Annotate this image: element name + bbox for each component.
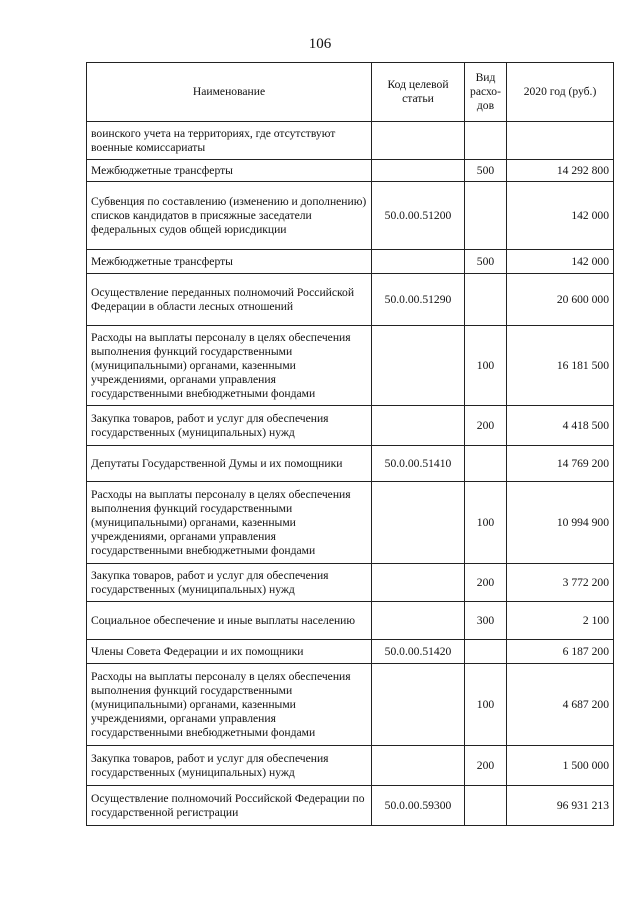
- row-name: Закупка товаров, работ и услуг для обеспечения государственных (муниципальных) нужд: [87, 746, 372, 786]
- header-kind: Вид расхо-дов: [465, 63, 507, 122]
- row-amount: 1 500 000: [507, 746, 614, 786]
- row-kind: 100: [465, 482, 507, 564]
- row-code: [372, 664, 465, 746]
- table-row: [87, 160, 614, 182]
- row-amount: 96 931 213: [507, 786, 614, 826]
- row-code: [372, 482, 465, 564]
- row-kind: [465, 786, 507, 826]
- row-name: Социальное обеспечение и иные выплаты населению: [87, 602, 372, 640]
- row-code: 50.0.00.59300: [372, 786, 465, 826]
- row-amount: [507, 122, 614, 160]
- row-code: 50.0.00.51200: [372, 182, 465, 250]
- table-row: [87, 182, 614, 250]
- row-amount: 2 100: [507, 602, 614, 640]
- row-kind: 200: [465, 564, 507, 602]
- row-name: Члены Совета Федерации и их помощники: [87, 640, 372, 664]
- row-amount: 142 000: [507, 182, 614, 250]
- row-name: Межбюджетные трансферты: [87, 160, 372, 182]
- row-name: Закупка товаров, работ и услуг для обеспечения государственных (муниципальных) нужд: [87, 406, 372, 446]
- row-amount: 3 772 200: [507, 564, 614, 602]
- row-kind: [465, 446, 507, 482]
- row-kind: 300: [465, 602, 507, 640]
- row-amount: 20 600 000: [507, 274, 614, 326]
- row-kind: 500: [465, 250, 507, 274]
- table-row: [87, 664, 614, 746]
- row-kind: 200: [465, 746, 507, 786]
- row-kind: 100: [465, 326, 507, 406]
- table-row: [87, 250, 614, 274]
- row-code: 50.0.00.51410: [372, 446, 465, 482]
- row-amount: 10 994 900: [507, 482, 614, 564]
- row-amount: 4 687 200: [507, 664, 614, 746]
- row-name: Осуществление переданных полномочий Российской Федерации в области лесных отношений: [87, 274, 372, 326]
- row-name: Расходы на выплаты персоналу в целях обеспечения выполнения функций государственными (муниципальными) органами, казенными учреждениями, органами управления государственными внебюджетными фондами: [87, 326, 372, 406]
- row-kind: [465, 640, 507, 664]
- row-name: Межбюджетные трансферты: [87, 250, 372, 274]
- row-amount: 6 187 200: [507, 640, 614, 664]
- table-row: [87, 602, 614, 640]
- row-kind: [465, 274, 507, 326]
- table-row: [87, 564, 614, 602]
- row-code: [372, 746, 465, 786]
- table-row: [87, 446, 614, 482]
- row-name: Закупка товаров, работ и услуг для обеспечения государственных (муниципальных) нужд: [87, 564, 372, 602]
- row-code: [372, 160, 465, 182]
- table-row: [87, 786, 614, 826]
- row-name: Осуществление полномочий Российской Федерации по государственной регистрации: [87, 786, 372, 826]
- page-number: 106: [308, 36, 332, 52]
- header-name: Наименование: [87, 63, 372, 122]
- row-code: [372, 326, 465, 406]
- row-amount: 4 418 500: [507, 406, 614, 446]
- row-name: Расходы на выплаты персоналу в целях обеспечения выполнения функций государственными (муниципальными) органами, казенными учреждениями, органами управления государственными внебюджетными фондами: [87, 664, 372, 746]
- row-amount: 14 769 200: [507, 446, 614, 482]
- row-kind: [465, 182, 507, 250]
- row-code: 50.0.00.51420: [372, 640, 465, 664]
- row-code: [372, 602, 465, 640]
- table-header-row: [87, 63, 614, 122]
- table-row: [87, 274, 614, 326]
- row-kind: 100: [465, 664, 507, 746]
- row-name: Субвенция по составлению (изменению и дополнению) списков кандидатов в присяжные заседатели федеральных судов общей юрисдикции: [87, 182, 372, 250]
- row-kind: 200: [465, 406, 507, 446]
- row-kind: 500: [465, 160, 507, 182]
- table-row: [87, 482, 614, 564]
- row-code: [372, 564, 465, 602]
- header-amount: 2020 год (руб.): [507, 63, 614, 122]
- table-row: [87, 746, 614, 786]
- table-row: [87, 122, 614, 160]
- header-code: Код целевой статьи: [372, 63, 465, 122]
- row-code: [372, 406, 465, 446]
- row-amount: 16 181 500: [507, 326, 614, 406]
- table-row: [87, 640, 614, 664]
- table-row: [87, 406, 614, 446]
- row-code: [372, 250, 465, 274]
- row-code: 50.0.00.51290: [372, 274, 465, 326]
- budget-table: [86, 62, 614, 826]
- row-code: [372, 122, 465, 160]
- row-amount: 142 000: [507, 250, 614, 274]
- row-kind: [465, 122, 507, 160]
- row-amount: 14 292 800: [507, 160, 614, 182]
- row-name: воинского учета на территориях, где отсутствуют военные комиссариаты: [87, 122, 372, 160]
- table-row: [87, 326, 614, 406]
- row-name: Депутаты Государственной Думы и их помощники: [87, 446, 372, 482]
- row-name: Расходы на выплаты персоналу в целях обеспечения выполнения функций государственными (муниципальными) органами, казенными учреждениями, органами управления государственными внебюджетными фондами: [87, 482, 372, 564]
